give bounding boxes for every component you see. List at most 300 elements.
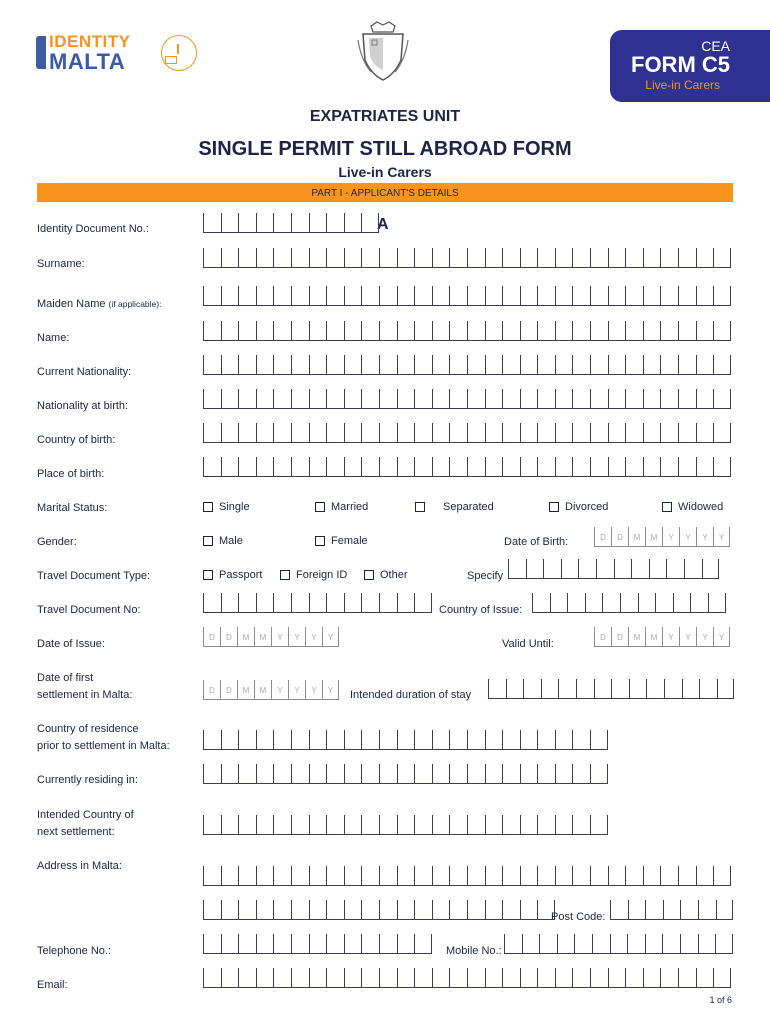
comb-cell	[361, 866, 379, 886]
label-telephone: Telephone No.:	[37, 945, 111, 957]
comb-cell	[309, 286, 327, 306]
comb-cell	[309, 248, 327, 268]
comb-cell	[273, 730, 291, 750]
comb-cell	[572, 248, 590, 268]
comb-cell	[504, 934, 522, 954]
comb-cell	[467, 321, 485, 341]
comb-cell	[344, 389, 362, 409]
comb-cell	[432, 423, 450, 443]
comb-cell	[678, 389, 696, 409]
comb-cell	[203, 457, 221, 477]
marital-single-checkbox[interactable]	[203, 501, 250, 513]
comb-cell	[273, 248, 291, 268]
comb-cell	[660, 866, 678, 886]
comb-cell	[537, 968, 555, 988]
comb-cell	[397, 730, 415, 750]
comb-cell	[414, 730, 432, 750]
comb-cell	[713, 866, 731, 886]
comb-cell	[397, 815, 415, 835]
telephone-input[interactable]	[203, 934, 432, 954]
checkbox-icon	[203, 536, 213, 546]
date-cell: Y	[288, 680, 305, 700]
comb-cell	[361, 389, 379, 409]
comb-cell	[414, 423, 432, 443]
label-place-of-birth: Place of birth:	[37, 468, 105, 480]
comb-cell	[678, 355, 696, 375]
comb-cell	[660, 321, 678, 341]
comb-cell	[467, 866, 485, 886]
country-of-birth-input[interactable]	[203, 423, 731, 443]
travel-document-no-input[interactable]	[203, 593, 432, 613]
comb-cell	[643, 389, 661, 409]
comb-cell	[555, 321, 573, 341]
comb-cell	[625, 389, 643, 409]
comb-cell	[561, 559, 579, 579]
comb-cell	[608, 321, 626, 341]
comb-cell	[432, 321, 450, 341]
comb-cell	[663, 900, 681, 920]
country-of-issue-input[interactable]	[532, 593, 726, 613]
comb-cell	[221, 248, 239, 268]
comb-cell	[397, 866, 415, 886]
comb-cell	[678, 866, 696, 886]
comb-cell	[291, 815, 309, 835]
travel-doc-foreign-id-checkbox[interactable]	[280, 569, 347, 581]
comb-cell	[273, 968, 291, 988]
comb-cell	[397, 248, 415, 268]
comb-cell	[508, 559, 526, 579]
comb-cell	[537, 423, 555, 443]
comb-cell	[238, 815, 256, 835]
comb-cell	[467, 457, 485, 477]
comb-cell	[680, 900, 698, 920]
comb-cell	[221, 457, 239, 477]
comb-cell	[467, 423, 485, 443]
comb-cell	[221, 815, 239, 835]
comb-cell	[537, 321, 555, 341]
comb-cell	[485, 457, 503, 477]
date-cell: M	[254, 627, 271, 647]
comb-cell	[713, 457, 731, 477]
option-label: Passport	[219, 569, 263, 581]
comb-cell	[520, 248, 538, 268]
date-cell: Y	[288, 627, 305, 647]
comb-cell	[238, 866, 256, 886]
comb-cell	[397, 457, 415, 477]
comb-cell	[326, 457, 344, 477]
comb-cell	[520, 457, 538, 477]
comb-cell	[414, 286, 432, 306]
comb-cell	[590, 321, 608, 341]
comb-cell	[344, 423, 362, 443]
comb-cell	[449, 321, 467, 341]
comb-cell	[344, 321, 362, 341]
comb-cell	[221, 764, 239, 784]
comb-cell	[203, 389, 221, 409]
comb-cell	[379, 730, 397, 750]
comb-cell	[660, 968, 678, 988]
comb-cell	[379, 286, 397, 306]
comb-cell	[273, 934, 291, 954]
surname-input[interactable]	[203, 248, 731, 268]
comb-cell	[309, 934, 327, 954]
identity-suffix: A	[377, 216, 389, 233]
comb-cell	[449, 968, 467, 988]
comb-cell	[432, 866, 450, 886]
comb-cell	[238, 423, 256, 443]
gender-female-checkbox[interactable]	[315, 535, 368, 547]
comb-cell	[522, 934, 540, 954]
comb-cell	[256, 457, 274, 477]
comb-cell	[449, 248, 467, 268]
comb-cell	[555, 248, 573, 268]
comb-cell	[684, 559, 702, 579]
identity-document-input[interactable]	[203, 213, 379, 233]
marital-divorced-checkbox[interactable]	[549, 501, 608, 513]
date-first-settlement-input[interactable]	[203, 680, 339, 700]
comb-cell	[414, 764, 432, 784]
email-input[interactable]	[203, 968, 731, 988]
comb-cell	[379, 355, 397, 375]
nationality-at-birth-input[interactable]	[203, 389, 731, 409]
comb-cell	[526, 559, 544, 579]
comb-cell	[273, 213, 291, 233]
comb-cell	[590, 248, 608, 268]
comb-cell	[203, 213, 221, 233]
comb-cell	[608, 355, 626, 375]
comb-cell	[238, 764, 256, 784]
comb-cell	[273, 900, 291, 920]
comb-cell	[631, 559, 649, 579]
marital-separated-checkbox[interactable]	[415, 501, 494, 513]
comb-cell	[344, 764, 362, 784]
comb-cell	[625, 248, 643, 268]
comb-cell	[449, 423, 467, 443]
comb-cell	[256, 213, 274, 233]
marital-married-checkbox[interactable]	[315, 501, 368, 513]
comb-cell	[273, 286, 291, 306]
comb-cell	[273, 457, 291, 477]
travel-doc-other-checkbox[interactable]	[364, 569, 408, 581]
comb-cell	[590, 815, 608, 835]
form-title: SINGLE PERMIT STILL ABROAD FORM	[198, 138, 572, 160]
comb-cell	[309, 355, 327, 375]
checkbox-icon	[315, 536, 325, 546]
valid-until-input[interactable]	[594, 627, 730, 647]
comb-cell	[467, 355, 485, 375]
comb-cell	[602, 593, 620, 613]
comb-cell	[537, 286, 555, 306]
comb-cell	[666, 559, 684, 579]
comb-cell	[572, 321, 590, 341]
comb-cell	[397, 900, 415, 920]
comb-cell	[502, 815, 520, 835]
comb-cell	[696, 457, 714, 477]
comb-cell	[596, 559, 614, 579]
comb-cell	[555, 815, 573, 835]
post-code-input[interactable]	[610, 900, 733, 920]
comb-cell	[291, 866, 309, 886]
comb-cell	[397, 423, 415, 443]
comb-cell	[467, 248, 485, 268]
comb-cell	[502, 866, 520, 886]
address-line1-input[interactable]	[203, 866, 731, 886]
comb-cell	[432, 815, 450, 835]
comb-cell	[256, 730, 274, 750]
currently-residing-input[interactable]	[203, 764, 608, 784]
comb-cell	[361, 934, 379, 954]
date-cell: Y	[696, 627, 713, 647]
comb-cell	[291, 593, 309, 613]
date-cell: M	[645, 527, 662, 547]
comb-cell	[203, 248, 221, 268]
comb-cell	[625, 968, 643, 988]
comb-cell	[537, 355, 555, 375]
comb-cell	[397, 355, 415, 375]
checkbox-icon	[549, 502, 559, 512]
badge-cea: CEA	[701, 38, 730, 54]
comb-cell	[273, 355, 291, 375]
comb-cell	[379, 593, 397, 613]
comb-cell	[432, 730, 450, 750]
comb-cell	[344, 593, 362, 613]
comb-cell	[520, 815, 538, 835]
date-cell: Y	[305, 627, 322, 647]
option-label: Foreign ID	[296, 569, 348, 581]
option-label: Widowed	[678, 501, 724, 513]
option-label: Married	[331, 501, 369, 513]
comb-cell	[309, 866, 327, 886]
comb-cell	[567, 593, 585, 613]
comb-cell	[646, 679, 664, 699]
comb-cell	[432, 355, 450, 375]
comb-cell	[590, 764, 608, 784]
residence-prior-input[interactable]	[203, 730, 608, 750]
comb-cell	[643, 321, 661, 341]
label-specify: Specify	[467, 570, 504, 582]
comb-cell	[344, 968, 362, 988]
comb-cell	[520, 900, 538, 920]
comb-cell	[379, 900, 397, 920]
comb-cell	[221, 286, 239, 306]
comb-cell	[326, 815, 344, 835]
comb-cell	[432, 968, 450, 988]
comb-cell	[520, 968, 538, 988]
id-card-icon	[161, 35, 197, 71]
comb-cell	[643, 355, 661, 375]
comb-cell	[326, 900, 344, 920]
comb-cell	[620, 593, 638, 613]
comb-cell	[645, 934, 663, 954]
option-label: Male	[219, 535, 243, 547]
comb-cell	[273, 764, 291, 784]
comb-cell	[221, 355, 239, 375]
comb-cell	[715, 934, 733, 954]
address-line2-input[interactable]	[203, 900, 555, 920]
comb-cell	[203, 423, 221, 443]
comb-cell	[485, 286, 503, 306]
comb-cell	[592, 934, 610, 954]
comb-cell	[273, 389, 291, 409]
comb-cell	[555, 968, 573, 988]
label-residence-prior-line2: prior to settlement in Malta:	[37, 740, 170, 752]
comb-cell	[291, 968, 309, 988]
comb-cell	[379, 866, 397, 886]
date-cell: D	[220, 680, 237, 700]
specify-input[interactable]	[508, 559, 719, 579]
label-country-of-birth: Country of birth:	[37, 434, 116, 446]
date-cell: Y	[679, 627, 696, 647]
current-nationality-input[interactable]	[203, 355, 731, 375]
comb-cell	[256, 321, 274, 341]
comb-cell	[660, 389, 678, 409]
travel-doc-passport-checkbox[interactable]	[203, 569, 262, 581]
comb-cell	[397, 934, 415, 954]
comb-cell	[625, 321, 643, 341]
coat-of-arms-icon	[357, 20, 409, 82]
comb-cell	[537, 764, 555, 784]
comb-cell	[379, 968, 397, 988]
comb-cell	[344, 355, 362, 375]
comb-cell	[590, 355, 608, 375]
page-number: 1 of 6	[709, 995, 732, 1005]
comb-cell	[485, 423, 503, 443]
comb-cell	[541, 679, 559, 699]
comb-cell	[361, 248, 379, 268]
comb-cell	[256, 968, 274, 988]
section-title: PART I - APPLICANT'S DETAILS	[311, 188, 459, 199]
comb-cell	[379, 423, 397, 443]
comb-cell	[203, 321, 221, 341]
gender-male-checkbox[interactable]	[203, 535, 243, 547]
comb-cell	[555, 764, 573, 784]
date-cell: D	[203, 627, 220, 647]
next-settlement-input[interactable]	[203, 815, 608, 835]
checkbox-icon	[203, 570, 213, 580]
comb-cell	[432, 900, 450, 920]
comb-cell	[291, 423, 309, 443]
comb-cell	[643, 866, 661, 886]
label-gender: Gender:	[37, 536, 77, 548]
comb-cell	[379, 248, 397, 268]
comb-cell	[397, 593, 415, 613]
option-label: Divorced	[565, 501, 609, 513]
comb-cell	[221, 213, 239, 233]
comb-cell	[696, 866, 714, 886]
comb-cell	[713, 248, 731, 268]
comb-cell	[221, 866, 239, 886]
comb-cell	[326, 934, 344, 954]
comb-cell	[625, 866, 643, 886]
comb-cell	[608, 389, 626, 409]
form-badge	[610, 30, 770, 102]
comb-cell	[713, 968, 731, 988]
comb-cell	[643, 423, 661, 443]
comb-cell	[432, 389, 450, 409]
comb-cell	[649, 559, 667, 579]
comb-cell	[291, 248, 309, 268]
comb-cell	[625, 355, 643, 375]
comb-cell	[558, 679, 576, 699]
comb-cell	[309, 764, 327, 784]
comb-cell	[555, 866, 573, 886]
date-cell: D	[220, 627, 237, 647]
comb-cell	[660, 248, 678, 268]
mobile-input[interactable]	[504, 934, 733, 954]
date-cell: Y	[662, 627, 679, 647]
comb-cell	[611, 679, 629, 699]
date-of-issue-input[interactable]	[203, 627, 339, 647]
comb-cell	[238, 593, 256, 613]
comb-cell	[467, 389, 485, 409]
comb-cell	[379, 321, 397, 341]
comb-cell	[309, 730, 327, 750]
comb-cell	[326, 248, 344, 268]
comb-cell	[627, 934, 645, 954]
comb-cell	[572, 866, 590, 886]
comb-cell	[238, 389, 256, 409]
comb-cell	[291, 934, 309, 954]
comb-cell	[273, 321, 291, 341]
comb-cell	[678, 457, 696, 477]
comb-cell	[256, 593, 274, 613]
comb-cell	[557, 934, 575, 954]
maiden-name-input[interactable]	[203, 286, 731, 306]
option-label: Other	[380, 569, 408, 581]
comb-cell	[467, 815, 485, 835]
comb-cell	[696, 423, 714, 443]
date-cell: M	[628, 527, 645, 547]
comb-cell	[708, 593, 726, 613]
date-of-birth-input[interactable]	[594, 527, 730, 547]
comb-cell	[361, 286, 379, 306]
comb-cell	[256, 934, 274, 954]
date-cell: Y	[271, 680, 288, 700]
marital-widowed-checkbox[interactable]	[662, 501, 723, 513]
label-intended-duration: Intended duration of stay	[350, 689, 472, 701]
comb-cell	[576, 679, 594, 699]
comb-cell	[414, 934, 432, 954]
comb-cell	[449, 355, 467, 375]
checkbox-icon	[280, 570, 290, 580]
comb-cell	[326, 968, 344, 988]
comb-cell	[432, 248, 450, 268]
comb-cell	[643, 248, 661, 268]
comb-cell	[578, 559, 596, 579]
comb-cell	[502, 286, 520, 306]
label-name: Name:	[37, 332, 70, 344]
comb-cell	[572, 730, 590, 750]
label-next-settlement-line1: Intended Country of	[37, 809, 134, 821]
comb-cell	[273, 866, 291, 886]
comb-cell	[555, 355, 573, 375]
comb-cell	[414, 248, 432, 268]
place-of-birth-input[interactable]	[203, 457, 731, 477]
comb-cell	[203, 286, 221, 306]
comb-cell	[655, 593, 673, 613]
intended-duration-input[interactable]	[488, 679, 734, 699]
comb-cell	[309, 457, 327, 477]
section-header	[37, 183, 733, 202]
comb-cell	[520, 286, 538, 306]
comb-cell	[502, 968, 520, 988]
comb-cell	[696, 389, 714, 409]
name-input[interactable]	[203, 321, 731, 341]
comb-cell	[256, 248, 274, 268]
comb-cell	[256, 764, 274, 784]
label-surname: Surname:	[37, 258, 85, 270]
comb-cell	[488, 679, 506, 699]
